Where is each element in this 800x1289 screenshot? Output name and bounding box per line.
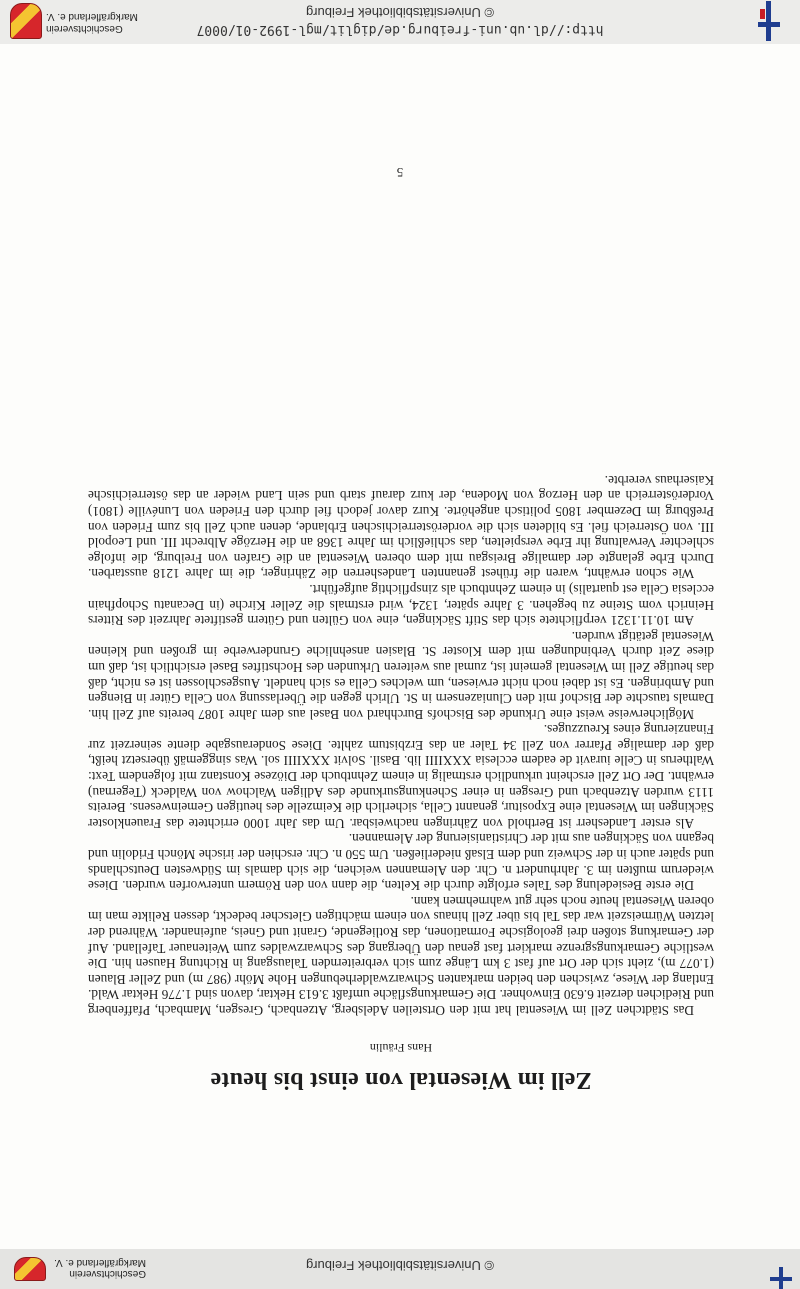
institution-credit: © Universitätsbibliothek Freiburg [305,1258,495,1273]
coat-of-arms-icon [14,1257,46,1281]
association-name: Geschichtsverein Markgräflerland e. V. [54,1257,146,1279]
association-name: Geschichtsverein Markgräflerland e. V. [46,11,138,34]
permalink-url[interactable]: http://dl.ub.uni-freiburg.de/diglit/mgl-1992-01/0007 [196,22,604,37]
previous-page-footer [0,1249,800,1289]
paragraph: Das Städtchen Zell im Wiesental hat mit den Ortsteilen Adelsberg, Atzenbach, Gresgen, Mambach, Pfaffenberg und Riedichen derzeit 6.630 Einwohner. Die Gemarkungsfläche umfaßt 3.613 Hektar, davon sind 1.776 Hektar Wald. Entlang der Wiese, zwischen den beiden markanten Schwarzwalderhebungen Hohe Möhr (987 m) und Zeller Blauen (1.077 m), zieht sich der Ort auf fast 3 km Länge zum sich verbreiternden Talausgang in Richtung Hausen hin. Die westliche Gemarkungsgrenze markiert fast genau den Übergang des Schwarzwaldes zum Weitenauer Tafelland. Auf der Gemarkung stoßen drei geologische Formationen, das Rotliegende, Granit und Gneis, aufeinander. Während der letzten Würmeiszeit war das Tal bis über Zell hinaus von einem mächtigen Gletscher bedeckt, dessen Relikte man im oberen Wiesental heute noch sehr gut wahrnehmen kann. [88,893,714,1018]
article-title: Zell im Wiesental von einst bis heute [210,1067,592,1093]
article-author: Hans Fräulin [369,1041,433,1055]
paragraph: Die erste Besiedelung des Tales erfolgte durch die Kelten, die dann von den Römern unterworfen wurden. Diese wiederum mußten im 3. Jahrhundert n. Chr. den Alemannen weichen, die sich damals im Südwesten Deutschlands und später auch in der Schweiz und dem Elsaß niederließen. Um 550 n. Chr. erschien der irische Mönch Fridolin und begann von Säckingen aus mit der Christianisierung der Alemannen. [88,831,714,894]
page-number: 5 [396,165,404,180]
paragraph: Als erster Landesherr ist Berthold von Zähringen nachweisbar. Um das Jahr 1000 errichtete das Frauenkloster Säckingen im Wiesental eine Expositur, genannt Cella, sicherlich die Keimzelle des heutigen Gemeinwesens. Bereits 1113 wurden Atzenbach und Gresgen in einer Schenkungsurkunde des Adligen Walchow von Waldeck (Tegernau) erwähnt. Der Ort Zell erscheint urkundlich erstmalig in einem Zehntbuch der Diözese Konstanz mit folgendem Text: Waltherus in Celle iuravit de eadem ecclesia XXXIIII lib. Basil. Solvit XXXIIII sol. Was singgemäß übersetzt heißt, daß der damalige Pfarrer von Zell 34 Taler an das Erzbistum zahlte. Diese Sonderausgabe diente seinerzeit zur Finanzierung eines Kreuzzuges. [88,722,714,831]
article [88,472,714,1095]
article-body [88,472,714,1018]
paragraph: Wie schon erwähnt, waren die frühest genannten Landesherren die Zähringer, die im Jahre 1218 ausstarben. Durch Erbe gelangte der damalige Breisgau mit dem oberen Wiesental an die Grafen von Freiburg, die infolge schlechter Verwaltung ihr Erbe verspielten, das schließlich im Jahre 1368 an die Herzöge Albrecht III. und Leopold III. von Österreich fiel. Es bildeten sich die vorderösterreichischen Erblande, denen auch Zell bis zum Frieden von Preßburg im Dezember 1805 politisch angehörte. Kurz davor jedoch fiel durch den Frieden von Lunéville (1801) Vorderösterreich an den Herzog von Modena, der kurz darauf starb und sein Land wieder an das österreichische Kaiserhaus vererbte. [88,472,714,582]
coat-of-arms-icon [10,3,42,39]
footer-band [0,0,800,44]
paragraph: Am 10.11.1321 verpflichtete sich das Stift Säckingen, eine von Gülten und Gütern gestiftete Jahrzeit des Ritters Heinrich vom Steine zu begehen. 3 Jahre später, 1324, wird erstmals die Zeller Kirche (in Decanatu Schopfhain ecclesia Cella est quartalis) in einem Zehntbuch als zinspflichtig aufgeführt. [88,581,714,629]
institution-credit: © Universitätsbibliothek Freiburg [305,5,495,20]
paragraph: Möglicherweise weist eine Urkunde des Bischofs Burchhard von Basel aus dem Jahre 1087 bereits auf Zell hin. Damals tauschte der Bischof mit den Cluniazensern in St. Ulrich gegen die Überlassung von Cella Güter in Biengen und Ambringen. Es ist dabei noch nicht erwiesen, um welches Cella es sich handelt. Ausgeschlossen ist es nicht, daß das heutige Zell im Wiesental gemeint ist, zumal aus weiteren Urkunden des Hochstiftes Basel ersichtlich ist, daß um diese Zeit durch Verbindungen mit dem Kloster St. Blasien ansehnliche Grunderwerbe im großen und kleinen Wiesental getätigt wurden. [88,628,714,722]
